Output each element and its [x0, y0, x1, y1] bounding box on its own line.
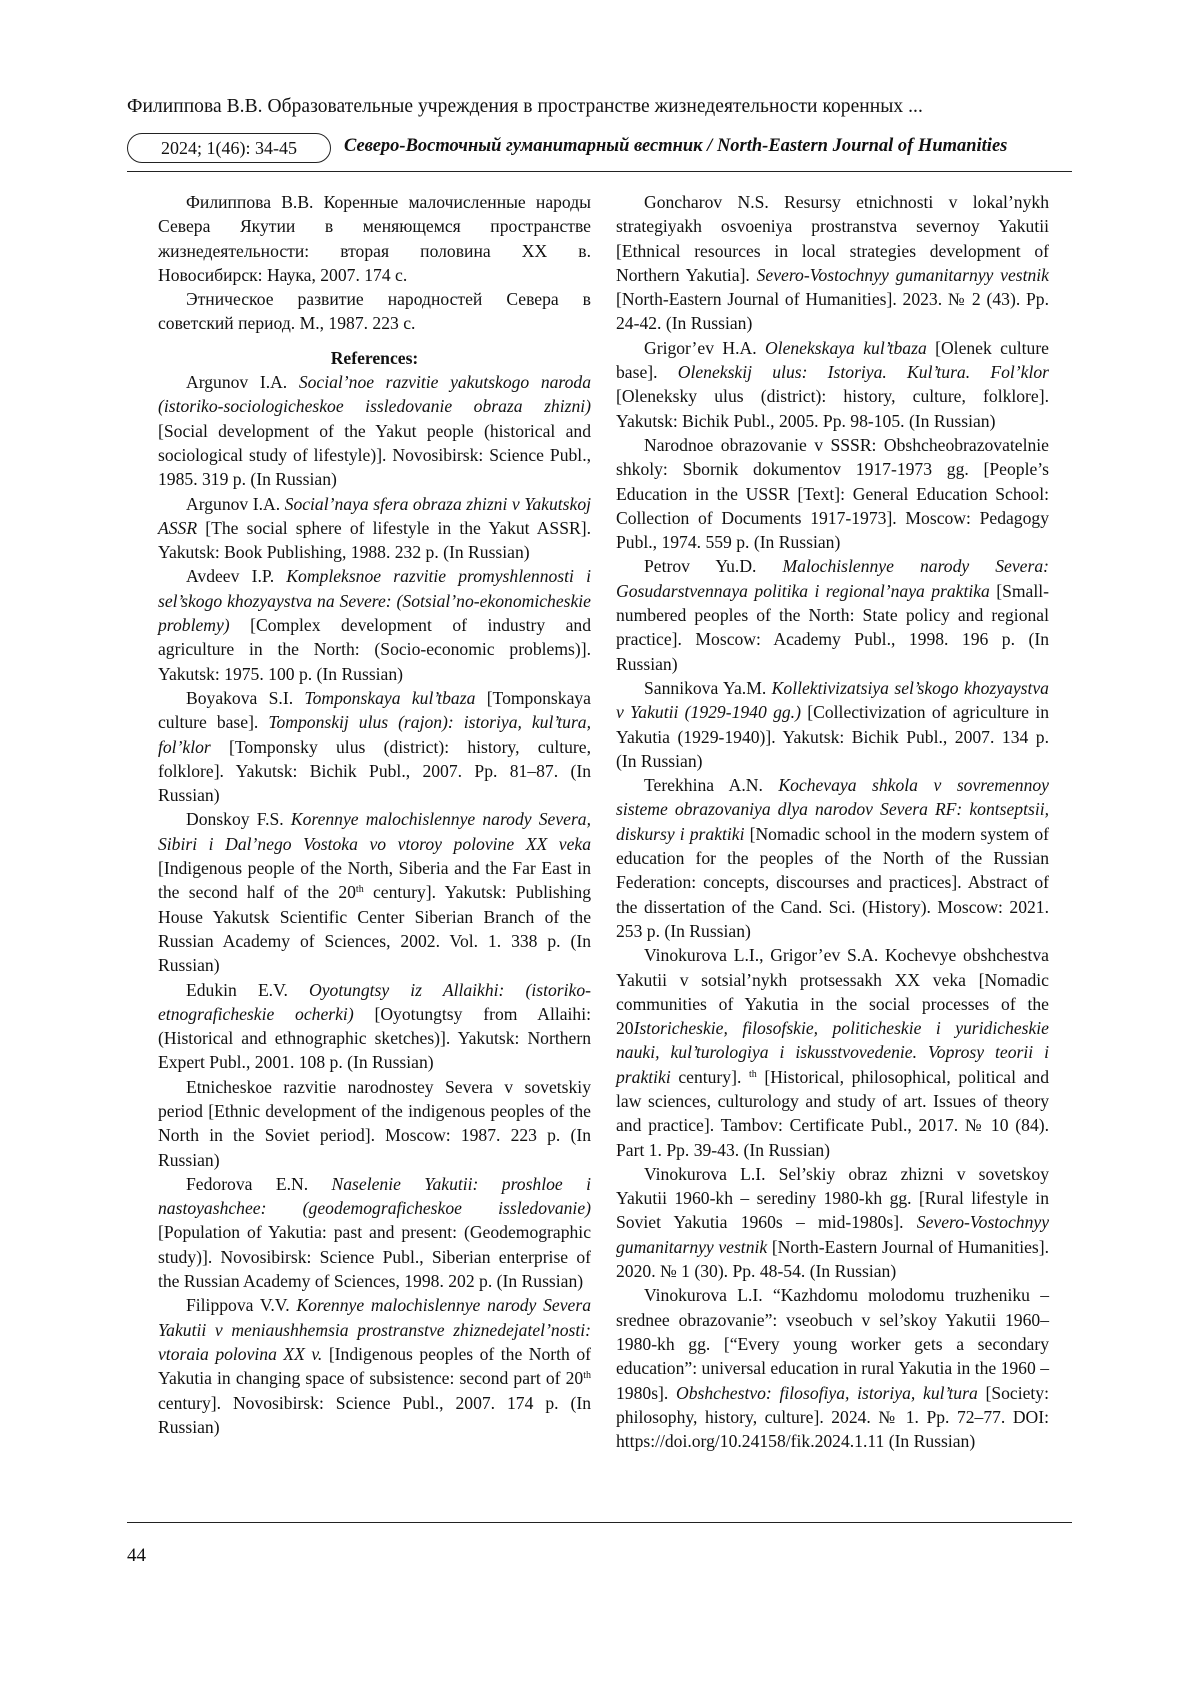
italic-title: Olenekskaya kul’tbaza — [764, 337, 927, 358]
reference-entry — [158, 686, 591, 807]
running-title: Филиппова В.В. Образовательные учреждения в пространстве жизнедеятельности коренных ... — [127, 96, 923, 117]
reference-entry — [616, 554, 1049, 675]
reference-text: Edukin E.V. — [186, 979, 310, 1000]
italic-title: Naselenie Yakutii: proshloe i nastoyashchee: (geodemograficheskoe issledovanie) — [158, 1173, 592, 1219]
reference-text: [Tomponskaya culture base]. — [158, 687, 591, 733]
reference-text: [Nomadic school in the modern system of education for the peoples of the North of the Russian Federation: concepts, discourses and practices]. Abstract of the dissertation of the Cand. Sci. (History). Moscow: 2021. 253 p. (In Russian) — [616, 823, 1049, 941]
reference-text: [The social sphere of lifestyle in the Yakut ASSR]. Yakutsk: Book Publishing, 1988. 232 p. (In Russian) — [158, 517, 591, 563]
reference-text: Vinokurova L.I. “Kazhdomu molodomu truzheniku – srednee obrazovanie”: vseobuch v sel’skoy Yakutii 1960–1980-kh gg. [“Every young worker gets a secondary education”: universal education in rural Yakutia in the 1960 – 1980s]. — [616, 1285, 1049, 1403]
italic-title: Tomponskij ulus (rajon): istoriya, kul’tura, fol’klor — [158, 712, 591, 757]
journal-name: Северо-Восточный гуманитарный вестник / North-Eastern Journal of Humanities — [344, 136, 1008, 156]
reference-text: Terekhina A.N. — [644, 775, 779, 796]
italic-title: Korennye malochislennye narody Severa Yakutii v meniaushhemsia prostranstve zhiznedejatel’nosti: vtoraia polovina XX v. — [158, 1295, 591, 1364]
reference-text: [Collectivization of agriculture in Yakutia (1929-1940)]. Yakutsk: Bichik Publ., 2007. 134 p. (In Russian) — [616, 702, 1049, 771]
reference-text: Boyakova S.I. — [186, 687, 305, 708]
reference-text: [Indigenous peoples of the North of Yakutia in changing space of subsistence: second part of 20 — [158, 1343, 591, 1389]
reference-text: [Historical, philosophical, political and law sciences, culturology and study of art. Issues of theory and practice]. Tambov: Certificate Publ., 2017. № 10 (84). Part 1. Pp. 39-43. (In Russian) — [616, 1066, 1050, 1160]
reference-text: [Oleneksky ulus (district): history, culture, folklore]. Yakutsk: Bichik Publ., 2005. Pp. 98-105. (In Russian) — [616, 386, 1049, 431]
footer-divider — [127, 1522, 1072, 1523]
superscript: th — [748, 1068, 757, 1080]
reference-text: Grigor’ev H.A. — [644, 337, 765, 358]
reference-text: Vinokurova L.I. Sel’skiy obraz zhizni v sovetskoy Yakutii 1960-kh – serediny 1980-kh gg. [Rural lifestyle in Soviet Yakutia 1960s – mid-1980s]. — [616, 1163, 1049, 1233]
superscript: th — [355, 884, 364, 896]
header-divider — [127, 171, 1072, 172]
reference-text: Avdeev I.P. — [186, 566, 287, 587]
reference-entry — [158, 1075, 591, 1172]
reference-text: Argunov I.A. — [186, 493, 285, 514]
reference-text: Petrov Yu.D. — [644, 556, 783, 577]
reference-entry: Филиппова В.В. Коренные малочисленные народы Севера Якутии в меняющемся пространстве жизнедеятельности: вторая половина ХХ в. Новосибирск: Наука, 2007. 174 с. — [158, 192, 591, 285]
reference-text: [Complex development of industry and agriculture in the North: (Socio-economic problems)]. Yakutsk: 1975. 100 p. (In Russian) — [158, 615, 591, 684]
reference-text: Donskoy F.S. — [186, 809, 291, 830]
italic-title: Olenekskij ulus: Istoriya. Kul’tura. Fol’klor — [677, 362, 1049, 383]
reference-text: Goncharov N.S. Resursy etnichnosti v lokal’nykh strategiyakh osvoeniya prostranstva severnoy Yakutii [Ethnical resources in local strategies development of Northern Yakutia]. — [616, 192, 1049, 285]
reference-text: [Olenek culture base]. — [616, 337, 1049, 383]
reference-text: [North-Eastern Journal of Humanities]. 2020. № 1 (30). Pp. 48-54. (In Russian) — [616, 1236, 1049, 1282]
reference-text: [North-Eastern Journal of Humanities]. 2023. № 2 (43). Pp. 24-42. (In Russian) — [616, 289, 1049, 334]
reference-entry — [158, 564, 591, 685]
reference-entry — [158, 370, 591, 491]
reference-entry — [616, 676, 1049, 773]
italic-title: Kompleksnoe razvitie promyshlennosti i sel’skogo khozyaystva na Severe: (Sotsial’no-ekonomicheskie problemy) — [158, 566, 591, 636]
reference-entry — [616, 943, 1049, 1162]
reference-text: century]. Novosibirsk: Science Publ., 2007. 174 p. (In Russian) — [158, 1392, 591, 1437]
italic-title: Kochevaya shkola v sovremennoy sisteme obrazovaniya dlya narodov Severa RF: kontseptsii, diskursy i praktiki — [616, 775, 1049, 844]
italic-title: Malochislennye narody Severa: Gosudarstvennaya politika i regional’naya praktika — [616, 556, 1049, 601]
italic-title: Obshchestvo: filosofiya, istoriya, kul’tura — [676, 1382, 978, 1403]
italic-title: Severo-Vostochnyy gumanitarnyy vestnik — [756, 264, 1049, 285]
reference-text: century]. — [670, 1066, 749, 1087]
reference-entry — [158, 978, 591, 1075]
reference-text: [Population of Yakutia: past and present: (Geodemographic study)]. Novosibirsk: Science Publ., Siberian enterprise of the Russian Academy of Sciences, 1998. 202 p. (In Russian) — [158, 1222, 591, 1292]
reference-text: Sannikova Ya.M. — [644, 677, 772, 698]
issue-badge: 2024; 1(46): 34-45 — [127, 133, 331, 163]
superscript: th — [583, 1370, 591, 1382]
reference-text: Argunov I.A. — [186, 372, 299, 393]
reference-text: [Small-numbered peoples of the North: State policy and regional practice]. Moscow: Academy Publ., 1998. 196 p. (In Russian) — [616, 580, 1049, 674]
reference-entry — [616, 336, 1049, 433]
reference-list — [616, 190, 1049, 1453]
reference-list — [158, 370, 591, 1439]
reference-entry — [158, 807, 591, 977]
reference-entry — [158, 1293, 591, 1439]
reference-text: [Society: philosophy, history, culture]. 2024. № 1. Pp. 72–77. DOI: https://doi.org/10.24158/fik.2024.1.11 (In Russian) — [616, 1382, 1049, 1452]
reference-text: Filippova V.V. — [186, 1295, 297, 1316]
italic-title: Kollektivizatsiya sel’skogo khozyaystva v Yakutii (1929-1940 gg.) — [616, 677, 1049, 723]
reference-text: Vinokurova L.I., Grigor’ev S.A. Kochevye obshchestva Yakutii v sotsial’nykh protsessakh XX veka [Nomadic communities of Yakutia in the social processes of the 20 — [616, 945, 1049, 1039]
reference-text: century]. Yakutsk: Publishing House Yakutsk Scientific Center Siberian Branch of the Russian Academy of Sciences, 2002. Vol. 1. 338 p. (In Russian) — [158, 882, 591, 976]
page-number: 44 — [127, 1545, 146, 1566]
reference-text: [Indigenous people of the North, Siberia and the Far East in the second half of the 20 — [158, 858, 591, 903]
italic-title: Social’naya sfera obraza zhizni v Yakutskoj ASSR — [158, 493, 592, 538]
reference-entry — [616, 1283, 1049, 1453]
left-column — [158, 190, 591, 1439]
reference-text: [Oyotungtsy from Allaihi: (Historical and ethnographic sketches)]. Yakutsk: Northern Expert Publ., 2001. 108 p. (In Russian) — [158, 1003, 591, 1073]
italic-title: Oyotungtsy iz Allaikhi: (istoriko-etnograficheskie ocherki) — [158, 979, 591, 1024]
reference-entry — [158, 1172, 591, 1293]
reference-text: Narodnoe obrazovanie v SSSR: Obshcheobrazovatelnie shkoly: Sbornik dokumentov 1917-1973 gg. [People’s Education in the USSR [Text]: General Education School: Collection of Documents 1917-1973]. Moscow: Pedagogy Publ., 1974. 559 p. (In Russian) — [616, 434, 1049, 553]
reference-entry — [616, 1162, 1049, 1283]
reference-entry — [158, 492, 591, 565]
italic-title: Tomponskaya kul’tbaza — [304, 687, 476, 708]
journal-header — [127, 133, 1072, 165]
italic-title: Korennye malochislennye narody Severa, Sibiri i Dal’nego Vostoka vo vtoroy polovine XX veka — [158, 809, 591, 854]
reference-text: Etnicheskoe razvitie narodnostey Severa v sovetskiy period [Ethnic development of the indigenous peoples of the North in the Soviet period]. Moscow: 1987. 223 p. (In Russian) — [158, 1076, 591, 1170]
reference-entry — [616, 773, 1049, 943]
italic-title: Istoricheskie, filosofskie, politicheskie i yuridicheskie nauki, kul’turologiya i iskusstvovedenie. Voprosy teorii i praktiki — [616, 1018, 1049, 1087]
reference-entry — [616, 190, 1049, 336]
reference-text: [Tomponsky ulus (district): history, culture, folklore]. Yakutsk: Bichik Publ., 2007. Pp. 81–87. (In Russian) — [158, 736, 591, 806]
right-column — [616, 190, 1049, 1453]
italic-title: Social’noe razvitie yakutskogo naroda (istoriko-sociologicheskoe issledovanie obraza zhizni) — [158, 372, 592, 417]
reference-text: [Social development of the Yakut people (historical and sociological study of lifestyle)]. Novosibirsk: Science Publ., 1985. 319 p. (In Russian) — [158, 420, 591, 490]
reference-entry — [616, 433, 1049, 554]
reference-entry: Этническое развитие народностей Севера в советский период. М., 1987. 223 с. — [158, 289, 591, 334]
references-heading: References: — [330, 347, 419, 368]
reference-text: Fedorova E.N. — [186, 1173, 332, 1194]
italic-title: Severo-Vostochnyy gumanitarnyy vestnik — [616, 1212, 1049, 1257]
